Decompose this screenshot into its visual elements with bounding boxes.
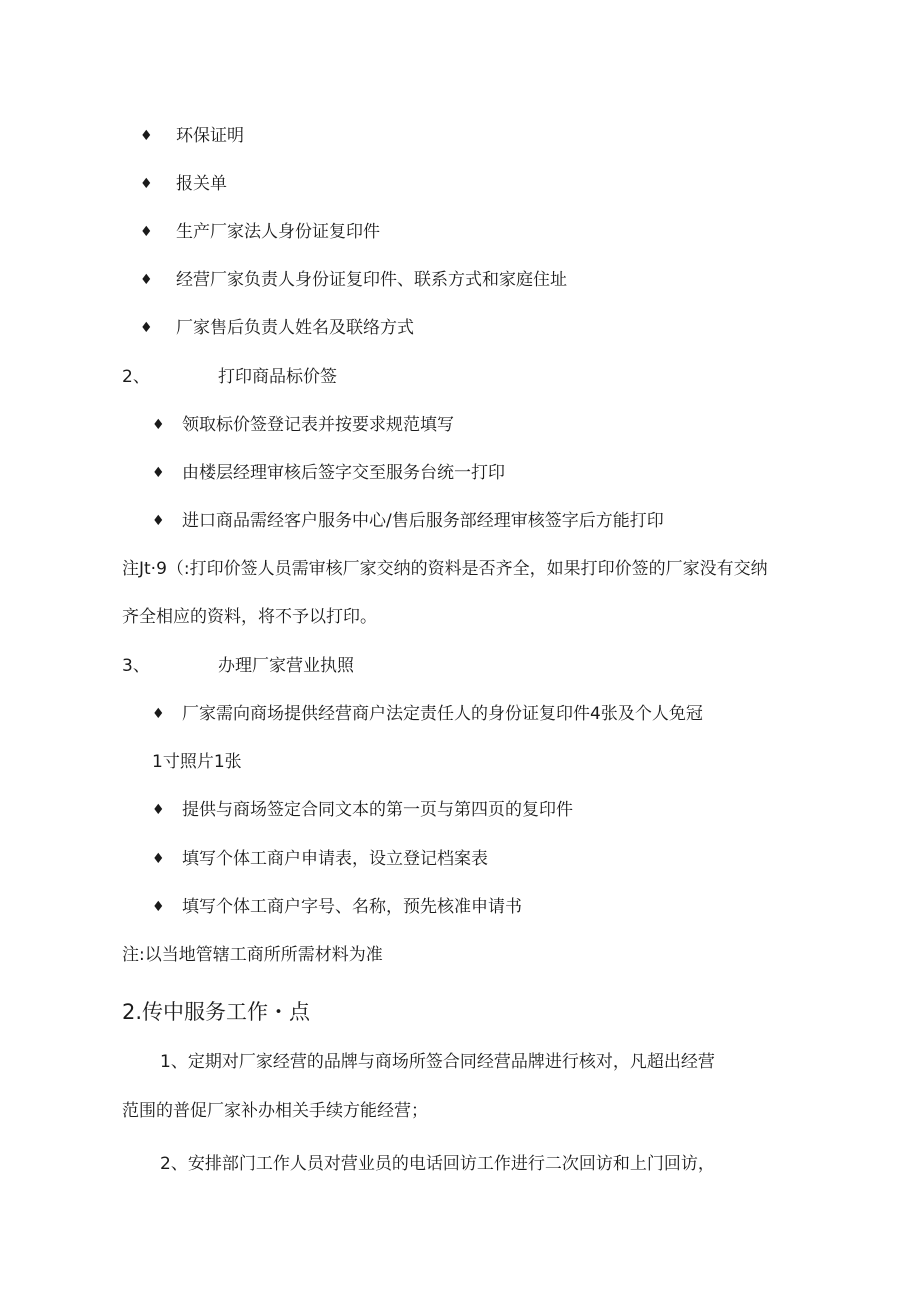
list-item: 经营厂家负责人身份证复印件、联系方式和家庭住址 [176, 270, 567, 290]
list-item: 报关单 [176, 174, 227, 194]
bullet-diamond-icon: ♦ [140, 128, 153, 144]
note-text: 齐全相应的资料，将不予以打印。 [122, 607, 377, 627]
paragraph-text: 1、定期对厂家经营的品牌与商场所签合同经营品牌进行核对，凡超出经营 [160, 1052, 715, 1072]
note-text: 注Jt·9（:打印价签人员需审核厂家交纳的资料是否齐全，如果打印价签的厂家没有交纳 [122, 559, 768, 579]
item-number: 2、 [122, 367, 150, 387]
bullet-diamond-icon: ♦ [152, 706, 165, 722]
item-title: 办理厂家营业执照 [218, 656, 354, 676]
list-item: 进口商品需经客户服务中心/售后服务部经理审核签字后方能打印 [182, 511, 664, 531]
list-item: 厂家需向商场提供经营商户法定责任人的身份证复印件4张及个人免冠 [182, 704, 703, 724]
list-item: 填写个体工商户申请表，设立登记档案表 [182, 849, 488, 869]
bullet-diamond-icon: ♦ [152, 802, 165, 818]
bullet-diamond-icon: ♦ [152, 851, 165, 867]
bullet-diamond-icon: ♦ [152, 465, 165, 481]
note-text: 注:以当地管辖工商所所需材料为准 [122, 945, 383, 965]
item-number: 3、 [122, 656, 150, 676]
list-item: 提供与商场签定合同文本的第一页与第四页的复印件 [182, 800, 573, 820]
bullet-diamond-icon: ♦ [140, 224, 153, 240]
list-item: 领取标价签登记表并按要求规范填写 [182, 415, 454, 435]
bullet-diamond-icon: ♦ [152, 417, 165, 433]
list-item-continuation: 1寸照片1张 [152, 752, 242, 772]
list-item: 由楼层经理审核后签字交至服务台统一打印 [182, 463, 505, 483]
bullet-diamond-icon: ♦ [140, 320, 153, 336]
list-item: 厂家售后负责人姓名及联络方式 [176, 318, 414, 338]
list-item: 环保证明 [176, 126, 244, 146]
paragraph-text: 2、安排部门工作人员对营业员的电话回访工作进行二次回访和上门回访， [160, 1154, 715, 1174]
list-item: 生产厂家法人身份证复印件 [176, 222, 380, 242]
section-heading: 2.传中服务工作・点 [122, 1000, 311, 1024]
paragraph-text: 范围的普促厂家补办相关手续方能经营； [122, 1101, 428, 1121]
bullet-diamond-icon: ♦ [152, 513, 165, 529]
bullet-diamond-icon: ♦ [140, 272, 153, 288]
bullet-diamond-icon: ♦ [152, 899, 165, 915]
item-title: 打印商品标价签 [218, 367, 337, 387]
bullet-diamond-icon: ♦ [140, 176, 153, 192]
list-item: 填写个体工商户字号、名称，预先核准申请书 [182, 897, 522, 917]
